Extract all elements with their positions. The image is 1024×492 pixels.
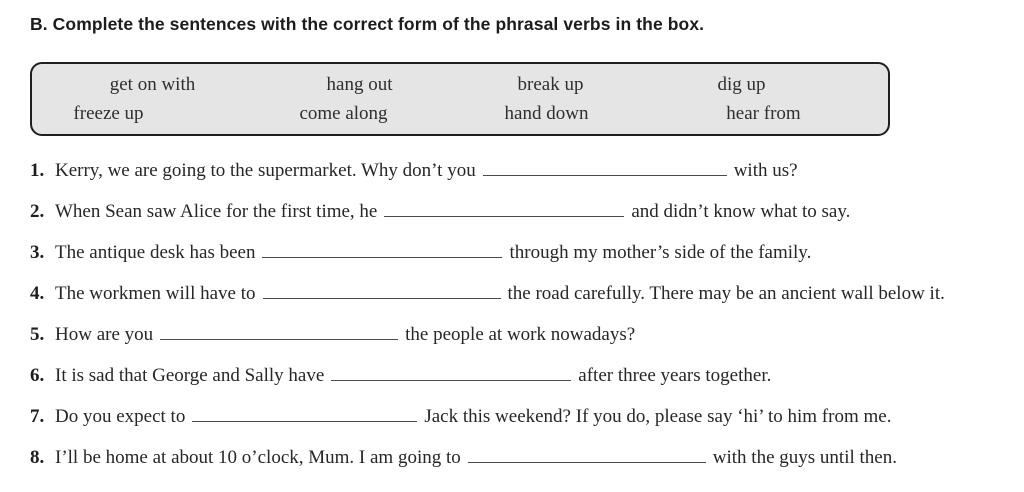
sentence-number: 3. <box>30 242 45 263</box>
answer-blank <box>263 298 501 299</box>
sentence-item-3 <box>30 242 1024 283</box>
answer-blank <box>331 380 571 381</box>
sentence-text-after: with us? <box>733 160 798 181</box>
phrasal-verb: hear from <box>726 102 801 124</box>
phrasal-verb: break up <box>517 73 584 95</box>
sentence-number: 6. <box>30 365 45 386</box>
answer-blank <box>483 175 727 176</box>
phrasal-verb: hand down <box>504 102 589 124</box>
phrasal-verb: get on with <box>109 73 196 95</box>
sentence-item-8 <box>30 447 1024 488</box>
sentence-item-7 <box>30 406 1024 447</box>
sentence-number: 1. <box>30 160 45 181</box>
sentence-text-after: the road carefully. There may be an ancient wall below it. <box>507 283 945 304</box>
sentence-list <box>30 160 1024 488</box>
sentence-text-before: It is sad that George and Sally have <box>55 365 325 386</box>
sentence-text-before: The workmen will have to <box>55 283 256 304</box>
phrasal-verb: come along <box>299 102 388 124</box>
answer-blank <box>160 339 398 340</box>
phrasal-verb: freeze up <box>73 102 144 124</box>
answer-blank <box>384 216 624 217</box>
sentence-number: 7. <box>30 406 45 427</box>
phrasal-verb: hang out <box>326 73 393 95</box>
phrasal-verb: dig up <box>717 73 766 95</box>
phrasal-verb-box <box>30 62 890 136</box>
sentence-item-4 <box>30 283 1024 324</box>
sentence-item-2 <box>30 201 1024 242</box>
sentence-number: 2. <box>30 201 45 222</box>
sentence-text-after: after three years together. <box>578 365 772 386</box>
sentence-text-after: through my mother’s side of the family. <box>509 242 812 263</box>
sentence-number: 5. <box>30 324 45 345</box>
sentence-text-after: and didn’t know what to say. <box>631 201 851 222</box>
sentence-text-before: When Sean saw Alice for the first time, he <box>55 201 378 222</box>
answer-blank <box>262 257 502 258</box>
sentence-text-before: The antique desk has been <box>55 242 256 263</box>
sentence-item-1 <box>30 160 1024 201</box>
answer-blank <box>468 462 706 463</box>
sentence-item-5 <box>30 324 1024 365</box>
sentence-item-6 <box>30 365 1024 406</box>
sentence-text-after: Jack this weekend? If you do, please say ‘hi’ to him from me. <box>424 406 892 427</box>
sentence-text-before: I’ll be home at about 10 o’clock, Mum. I am going to <box>55 447 461 468</box>
sentence-text-after: with the guys until then. <box>712 447 897 468</box>
sentence-number: 4. <box>30 283 45 304</box>
sentence-text-after: the people at work nowadays? <box>405 324 636 345</box>
sentence-number: 8. <box>30 447 45 468</box>
sentence-text-before: Kerry, we are going to the supermarket. Why don’t you <box>55 160 476 181</box>
sentence-text-before: How are you <box>55 324 154 345</box>
exercise-heading: B. Complete the sentences with the correct form of the phrasal verbs in the box. <box>30 14 705 34</box>
answer-blank <box>192 421 417 422</box>
sentence-text-before: Do you expect to <box>55 406 186 427</box>
